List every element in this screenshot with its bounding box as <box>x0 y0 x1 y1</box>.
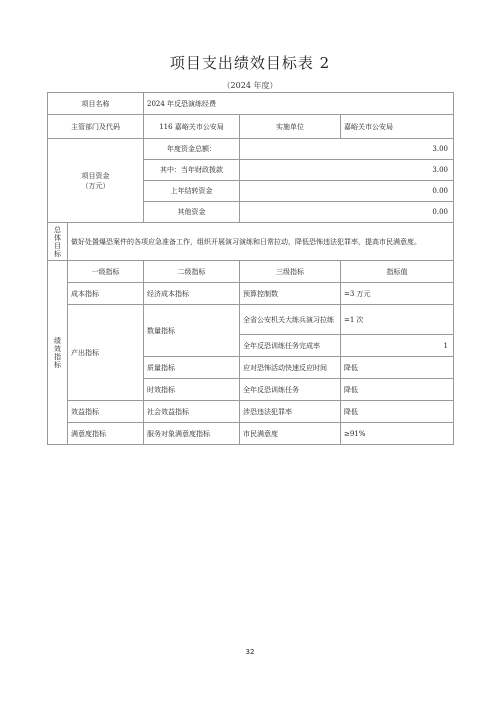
table-row <box>48 223 454 261</box>
funds-other-label: 其他资金 <box>144 202 240 223</box>
page-number: 32 <box>245 648 255 656</box>
funds-fiscal-value: 3.00 <box>240 160 454 181</box>
funds-carryover-value: 0.00 <box>240 181 454 202</box>
timeliness-l2: 时效指标 <box>144 379 240 401</box>
year-subtitle: （2024 年度） <box>222 81 278 90</box>
table-row <box>48 401 454 423</box>
quantity-1-l3: 全省公安机关大练兵演习拉练 <box>240 305 341 335</box>
cost-l1: 成本指标 <box>68 283 144 305</box>
goal-text: 做好处置爆恐案件的各项应急准备工作，组织开展演习演练和日常拉动，降低恐怖违法犯罪率，提高市民满意度。 <box>68 223 454 261</box>
satisfaction-l1: 满意度指标 <box>68 423 144 445</box>
header-value: 指标值 <box>341 261 454 283</box>
table-row <box>48 283 454 305</box>
quantity-1-value: =1 次 <box>341 305 454 335</box>
impl-label: 实施单位 <box>240 115 341 139</box>
timeliness-value: 降低 <box>341 379 454 401</box>
project-name-value: 2024 年反恐演练经费 <box>144 93 454 115</box>
goal-label: 总体目标 <box>48 223 68 261</box>
cost-value: =3 万元 <box>341 283 454 305</box>
quality-l2: 质量指标 <box>144 357 240 379</box>
header-level2: 二级指标 <box>144 261 240 283</box>
funds-fiscal-label: 其中：当年财政拨款 <box>144 160 240 181</box>
satisfaction-l2: 服务对象满意度指标 <box>144 423 240 445</box>
funds-label-line1: 项目资金 <box>81 171 110 180</box>
funds-total-label: 年度资金总额： <box>144 139 240 160</box>
benefit-value: 降低 <box>341 401 454 423</box>
dept-label: 主管部门及代码 <box>48 115 144 139</box>
impl-value: 嘉峪关市公安局 <box>341 115 454 139</box>
quantity-2-l3: 全年反恐训练任务完成率 <box>240 335 341 357</box>
funds-label <box>48 139 144 223</box>
table-row <box>48 139 454 160</box>
benefit-l1: 效益指标 <box>68 401 144 423</box>
table-row <box>48 261 454 283</box>
funds-total-value: 3.00 <box>240 139 454 160</box>
quality-value: 降低 <box>341 357 454 379</box>
table-row <box>48 305 454 335</box>
satisfaction-l3: 市民满意度 <box>240 423 341 445</box>
header-level1: 一级指标 <box>68 261 144 283</box>
funds-label-line2: （万元） <box>81 181 110 190</box>
header-level3: 三级指标 <box>240 261 341 283</box>
benefit-l3: 涉恐违法犯罪率 <box>240 401 341 423</box>
table-row <box>48 423 454 445</box>
dept-value: 116 嘉峪关市公安局 <box>144 115 240 139</box>
timeliness-l3: 全年反恐训练任务 <box>240 379 341 401</box>
funds-carryover-label: 上年结转资金 <box>144 181 240 202</box>
quantity-2-value: 1 <box>341 335 454 357</box>
cost-l3: 预算控制数 <box>240 283 341 305</box>
quantity-l2: 数量指标 <box>144 305 240 357</box>
quality-l3: 应对恐怖活动快速反应时间 <box>240 357 341 379</box>
table-row <box>48 115 454 139</box>
performance-table <box>47 92 454 445</box>
benefit-l2: 社会效益指标 <box>144 401 240 423</box>
page-title: 项目支出绩效目标表 2 <box>169 54 331 72</box>
table-row <box>48 93 454 115</box>
cost-l2: 经济成本指标 <box>144 283 240 305</box>
output-l1: 产出指标 <box>68 305 144 401</box>
indicators-side-label: 绩效指标 <box>48 261 68 445</box>
satisfaction-value: ≥91% <box>341 423 454 445</box>
funds-other-value: 0.00 <box>240 202 454 223</box>
project-name-label: 项目名称 <box>48 93 144 115</box>
